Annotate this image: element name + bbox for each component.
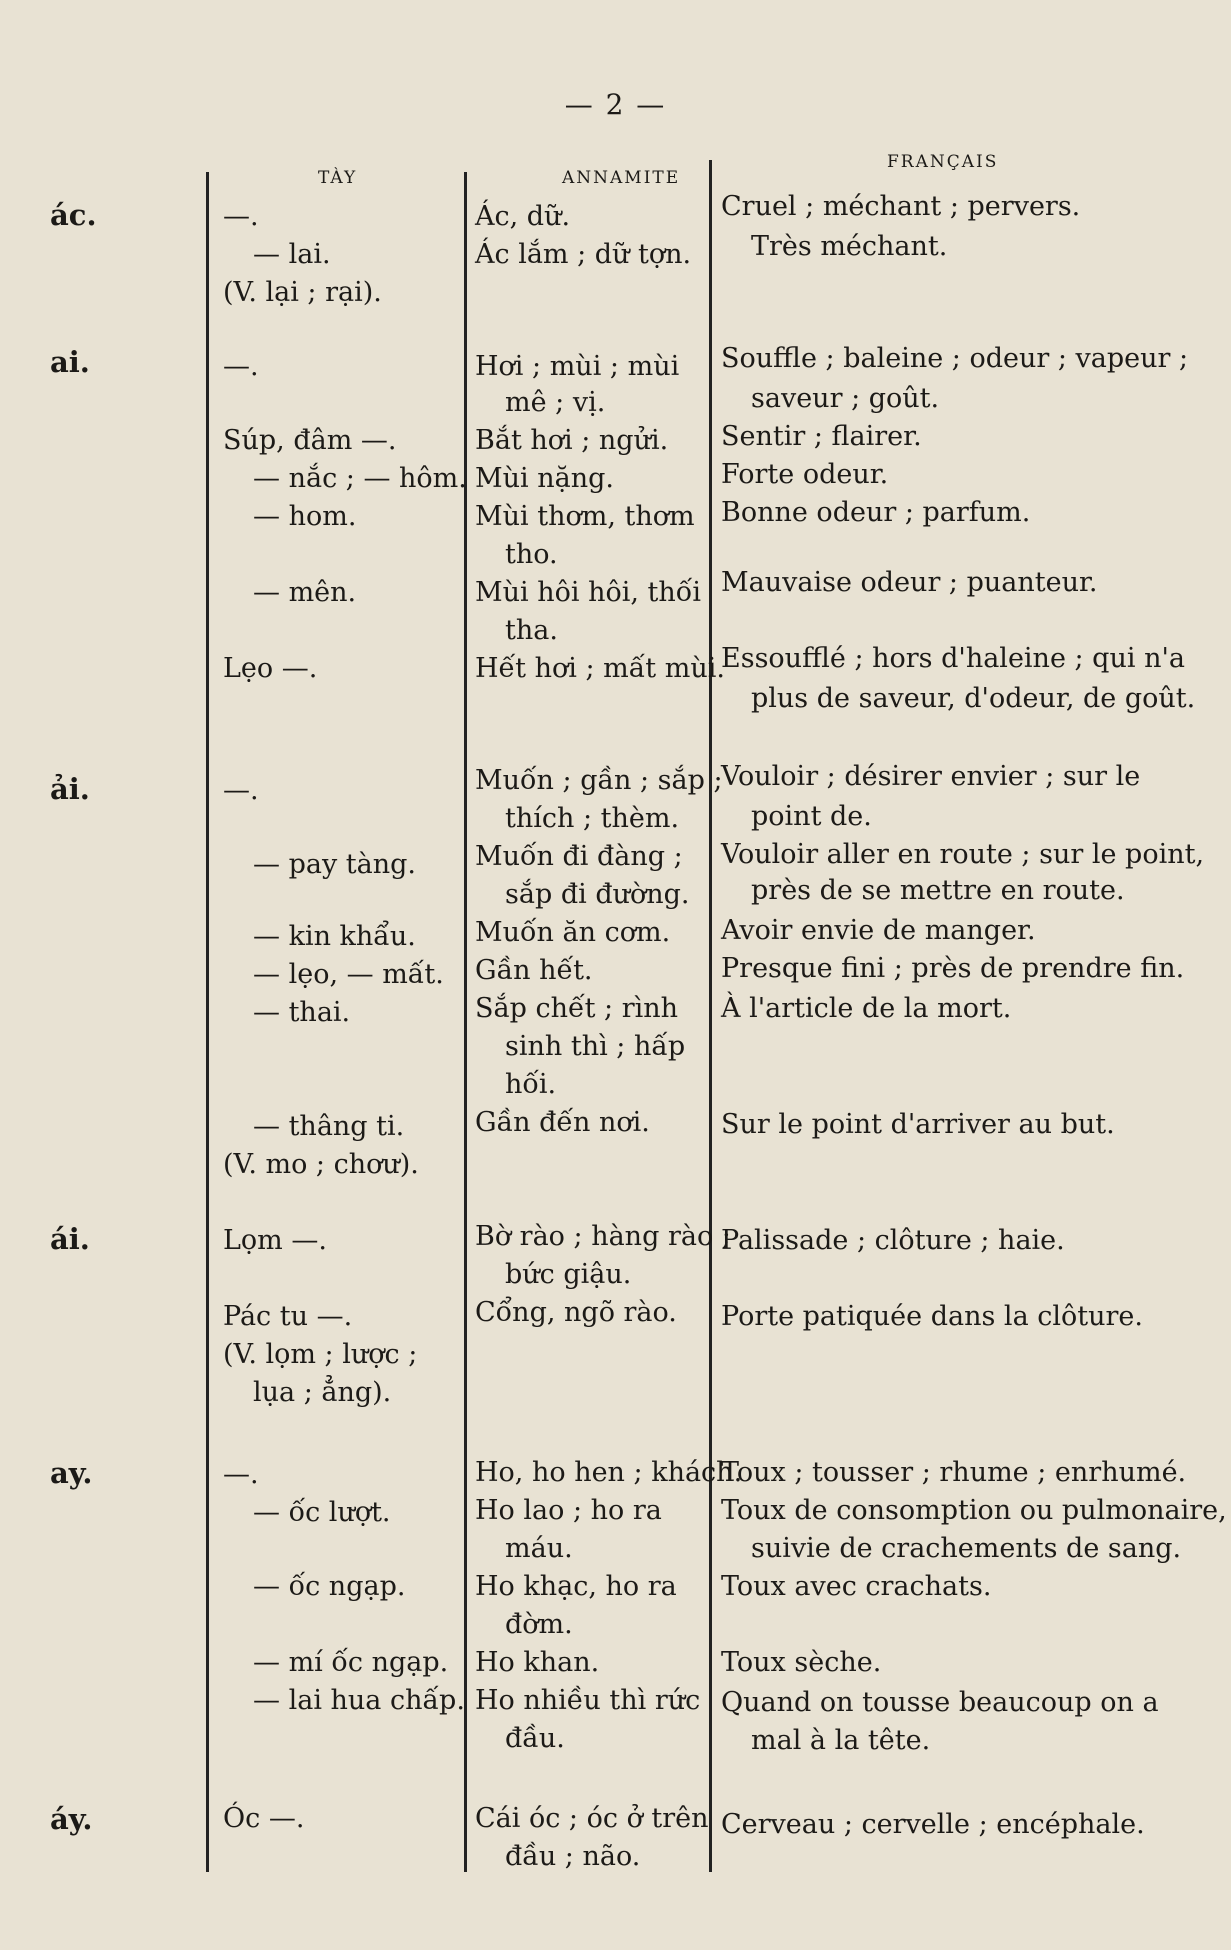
francais-cell: près de se mettre en route.: [751, 875, 1125, 906]
annamite-cell: Muốn đi đàng ;: [475, 841, 683, 872]
annamite-cell: hối.: [505, 1069, 557, 1100]
annamite-cell: sắp đi đường.: [505, 879, 690, 910]
annamite-cell: Hết hơi ; mất mùi.: [475, 653, 725, 684]
tay-cell: Pác tu —.: [223, 1301, 353, 1332]
annamite-cell: Hơi ; mùi ; mùi: [475, 351, 680, 382]
francais-cell: Palissade ; clôture ; haie.: [721, 1225, 1065, 1256]
francais-cell: Vouloir ; désirer envier ; sur le: [721, 761, 1141, 792]
tay-cell: — mên.: [253, 577, 357, 608]
annamite-cell: Bờ rào ; hàng rào ;: [475, 1221, 731, 1252]
francais-cell: Essoufflé ; hors d'haleine ; qui n'a: [721, 643, 1185, 674]
francais-cell: Toux ; tousser ; rhume ; enrhumé.: [721, 1457, 1187, 1488]
francais-cell: mal à la tête.: [751, 1725, 931, 1756]
annamite-cell: Bắt hơi ; ngửi.: [475, 425, 669, 456]
tay-cell: lụa ; ẳng).: [253, 1377, 392, 1408]
annamite-cell: Mùi nặng.: [475, 463, 614, 494]
annamite-cell: Ho, ho hen ; khách.: [475, 1457, 743, 1488]
column-divider: [206, 172, 209, 1872]
tay-cell: — thâng ti.: [253, 1111, 405, 1142]
tay-cell: Lọm —.: [223, 1225, 327, 1256]
tay-cell: — kin khẩu.: [253, 921, 416, 952]
tay-cell: Súp, đâm —.: [223, 425, 397, 456]
francais-cell: Cruel ; méchant ; pervers.: [721, 191, 1081, 222]
tay-cell: — lẹo, — mất.: [253, 959, 444, 990]
annamite-cell: Gần đến nơi.: [475, 1107, 650, 1138]
francais-cell: suivie de crachements de sang.: [751, 1533, 1182, 1564]
francais-cell: Très méchant.: [751, 231, 948, 262]
annamite-cell: Ho khạc, ho ra: [475, 1571, 677, 1602]
tay-cell: — thai.: [253, 997, 351, 1028]
annamite-cell: Mùi thơm, thơm: [475, 501, 695, 532]
tay-cell: — ốc lượt.: [253, 1497, 391, 1528]
francais-cell: Quand on tousse beaucoup on a: [721, 1687, 1159, 1718]
annamite-cell: Cái óc ; óc ở trên: [475, 1803, 709, 1834]
page-number: — 2 —: [564, 88, 667, 121]
annamite-cell: Ho nhiều thì rức: [475, 1685, 701, 1716]
annamite-cell: Ho khan.: [475, 1647, 600, 1678]
column-header-francais: FRANÇAIS: [887, 152, 999, 172]
francais-cell: Souffle ; baleine ; odeur ; vapeur ;: [721, 343, 1189, 374]
tay-cell: — mí ốc ngạp.: [253, 1647, 449, 1678]
francais-cell: Toux de consomption ou pulmonaire,: [721, 1495, 1227, 1526]
tay-cell: Lẹo —.: [223, 653, 318, 684]
headword: ay.: [50, 1456, 93, 1490]
annamite-cell: Ác lắm ; dữ tợn.: [475, 239, 692, 270]
annamite-cell: đầu ; não.: [505, 1841, 641, 1872]
annamite-cell: Cổng, ngõ rào.: [475, 1297, 677, 1328]
tay-cell: — pay tàng.: [253, 849, 417, 880]
francais-cell: Vouloir aller en route ; sur le point,: [721, 839, 1205, 870]
francais-cell: À l'article de la mort.: [721, 993, 1012, 1024]
annamite-cell: mê ; vị.: [505, 387, 606, 418]
column-divider: [709, 160, 712, 1872]
francais-cell: Porte patiquée dans la clôture.: [721, 1301, 1143, 1332]
tay-cell: —.: [223, 201, 259, 232]
tay-cell: (V. lọm ; lược ;: [223, 1339, 418, 1370]
francais-cell: Sur le point d'arriver au but.: [721, 1109, 1115, 1140]
annamite-cell: sinh thì ; hấp: [505, 1031, 686, 1062]
annamite-cell: đầu.: [505, 1723, 565, 1754]
francais-cell: point de.: [751, 801, 872, 832]
annamite-cell: Mùi hôi hôi, thối: [475, 577, 701, 608]
tay-cell: — lai.: [253, 239, 331, 270]
annamite-cell: tho.: [505, 539, 558, 570]
francais-cell: Toux avec crachats.: [721, 1571, 992, 1602]
tay-cell: — hom.: [253, 501, 357, 532]
annamite-cell: Ho lao ; ho ra: [475, 1495, 662, 1526]
annamite-cell: Muốn ; gần ; sắp ;: [475, 765, 723, 796]
francais-cell: Presque fini ; près de prendre fin.: [721, 953, 1185, 984]
francais-cell: Cerveau ; cervelle ; encéphale.: [721, 1809, 1145, 1840]
tay-cell: —.: [223, 1459, 259, 1490]
francais-cell: Toux sèche.: [721, 1647, 882, 1678]
francais-cell: Sentir ; flairer.: [721, 421, 922, 452]
headword: ải.: [50, 772, 90, 806]
annamite-cell: Muốn ăn cơm.: [475, 917, 671, 948]
headword: ác.: [50, 198, 97, 232]
annamite-cell: tha.: [505, 615, 558, 646]
tay-cell: — ốc ngạp.: [253, 1571, 406, 1602]
column-divider: [464, 172, 467, 1872]
annamite-cell: bức giậu.: [505, 1259, 632, 1290]
annamite-cell: Gần hết.: [475, 955, 593, 986]
francais-cell: Bonne odeur ; parfum.: [721, 497, 1031, 528]
annamite-cell: Sắp chết ; rình: [475, 993, 679, 1024]
francais-cell: Mauvaise odeur ; puanteur.: [721, 567, 1098, 598]
column-header-annamite: ANNAMITE: [562, 168, 681, 188]
francais-cell: Avoir envie de manger.: [721, 915, 1036, 946]
tay-cell: (V. lại ; rại).: [223, 277, 382, 308]
tay-cell: Óc —.: [223, 1803, 305, 1834]
column-header-tay: TÀY: [318, 168, 358, 188]
annamite-cell: Ác, dữ.: [475, 201, 571, 232]
annamite-cell: đờm.: [505, 1609, 573, 1640]
annamite-cell: thích ; thèm.: [505, 803, 680, 834]
tay-cell: (V. mo ; chơư).: [223, 1149, 419, 1180]
tay-cell: —.: [223, 351, 259, 382]
francais-cell: plus de saveur, d'odeur, de goût.: [751, 683, 1196, 714]
headword: áy.: [50, 1802, 93, 1836]
tay-cell: —.: [223, 775, 259, 806]
headword: ai.: [50, 345, 90, 379]
annamite-cell: máu.: [505, 1533, 573, 1564]
francais-cell: saveur ; goût.: [751, 383, 940, 414]
francais-cell: Forte odeur.: [721, 459, 889, 490]
tay-cell: — lai hua chấp.: [253, 1685, 465, 1716]
tay-cell: — nắc ; — hôm.: [253, 463, 467, 494]
headword: ái.: [50, 1222, 90, 1256]
